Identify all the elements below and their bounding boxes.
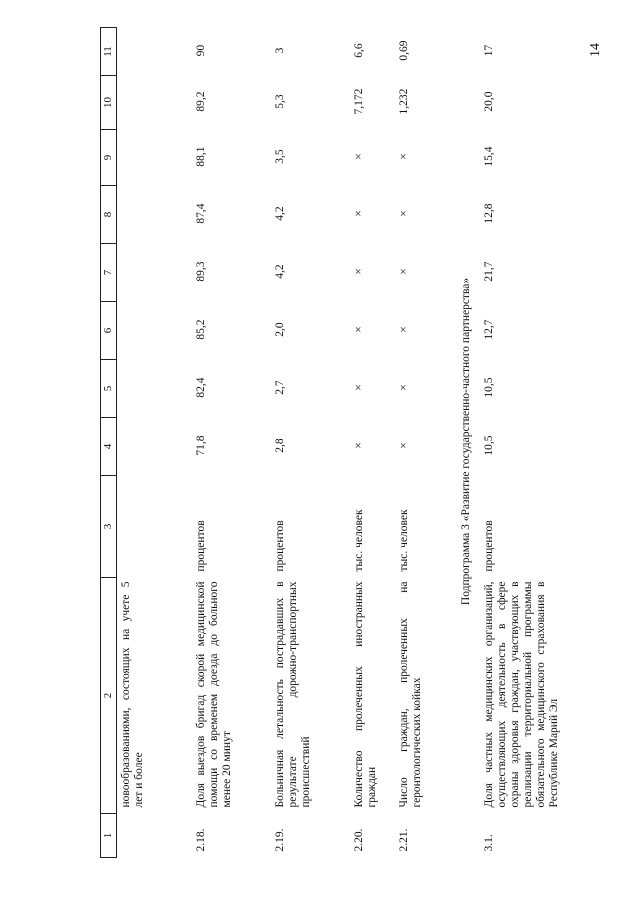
value-cell: 2,0 [274,322,286,337]
row-number: 2.20. [353,828,365,852]
value-cell: 7,172 [353,88,365,115]
unit: процентов [483,520,495,572]
value-cell: 21,7 [483,261,495,282]
value-cell: 3 [274,47,286,54]
column-number-row [101,28,117,858]
row-number [117,814,193,858]
value-cell: 12,7 [483,319,495,340]
value-cell: 20,0 [483,91,495,112]
column-number: 1 [101,814,117,858]
value-cell: 87,4 [195,203,207,224]
column-number: 2 [101,578,117,814]
value-cell: 12,8 [483,203,495,224]
row-number: 2.18. [195,828,207,852]
value-cell: 89,2 [195,91,207,112]
unit: процентов [274,520,286,572]
indicator-name: Доля частных медицинских организаций, осуществляющих деятельность в сфере охраны здоровья граждан, участвующих в реализации территориальной программы обязательного медицинского страхования в Республике Марий Эл [483,581,560,808]
value-cell: × [353,210,365,217]
value-cell [117,302,193,360]
unit: тыс. человек [398,509,410,572]
table-row [395,28,458,858]
value-cell: 2,8 [274,438,286,453]
column-number: 9 [101,130,117,186]
column-number: 11 [101,28,117,76]
indicator-name: Число граждан, пролеченных на геронтологических койках [398,581,423,808]
value-cell [117,360,193,418]
column-number: 6 [101,302,117,360]
value-cell: × [353,268,365,275]
table-row [350,28,395,858]
value-cell: 89,3 [195,261,207,282]
indicator-name: Доля выездов бригад скорой медицинской помощи со временем доезда до больного менее 20 минут [195,581,233,808]
value-cell: 15,4 [483,146,495,167]
column-number: 4 [101,418,117,476]
table-row [192,28,271,858]
value-cell [117,28,193,76]
column-number: 10 [101,76,117,130]
row-number: 3.1. [483,834,495,852]
column-number: 5 [101,360,117,418]
value-cell: 0,69 [398,40,410,61]
value-cell: 71,8 [195,435,207,456]
value-cell [117,418,193,476]
indicator-name: Больничная летальность пострадавших в результате дорожно-транспортных происшествий [274,581,312,808]
value-cell: 1,232 [398,88,410,115]
value-cell: × [398,153,410,160]
value-cell: × [398,268,410,275]
indicator-name: Количество пролеченных иностранных граждан [353,581,378,808]
value-cell: × [353,442,365,449]
unit: процентов [195,520,207,572]
value-cell: 10,5 [483,435,495,456]
page-number: 14 [588,43,603,57]
value-cell: × [353,384,365,391]
row-number: 2.19. [274,828,286,852]
value-cell [117,186,193,244]
value-cell: × [353,153,365,160]
value-cell: 2,7 [274,380,286,395]
column-number: 8 [101,186,117,244]
value-cell [117,76,193,130]
row-number: 2.21. [398,828,410,852]
value-cell: 3,5 [274,149,286,164]
value-cell: 6,6 [353,43,365,58]
column-number: 3 [101,476,117,578]
value-cell [117,244,193,302]
value-cell: 4,2 [274,206,286,221]
indicators-table [100,27,640,858]
indicator-name: новообразованиями, состоящих на учете 5 лет и более [120,581,145,808]
value-cell: 85,2 [195,319,207,340]
value-cell: 4,2 [274,264,286,279]
value-cell: × [398,326,410,333]
table-row [117,28,193,858]
value-cell: 5,3 [274,94,286,109]
value-cell: × [398,384,410,391]
unit: тыс. человек [353,509,365,572]
column-number: 7 [101,244,117,302]
value-cell: 88,1 [195,146,207,167]
value-cell: × [398,442,410,449]
table-row [480,28,640,858]
subprogram-header-row [458,28,480,858]
rotated-table-container [100,28,590,858]
table-row [271,28,350,858]
unit [117,476,193,578]
value-cell: 17 [483,44,495,57]
value-cell: 90 [195,44,207,57]
value-cell: × [353,326,365,333]
value-cell: × [398,210,410,217]
value-cell: 10,5 [483,377,495,398]
value-cell [117,130,193,186]
value-cell: 82,4 [195,377,207,398]
subprogram-title: Подпрограмма 3 «Развитие государственно-частного партнерства» [460,277,472,606]
